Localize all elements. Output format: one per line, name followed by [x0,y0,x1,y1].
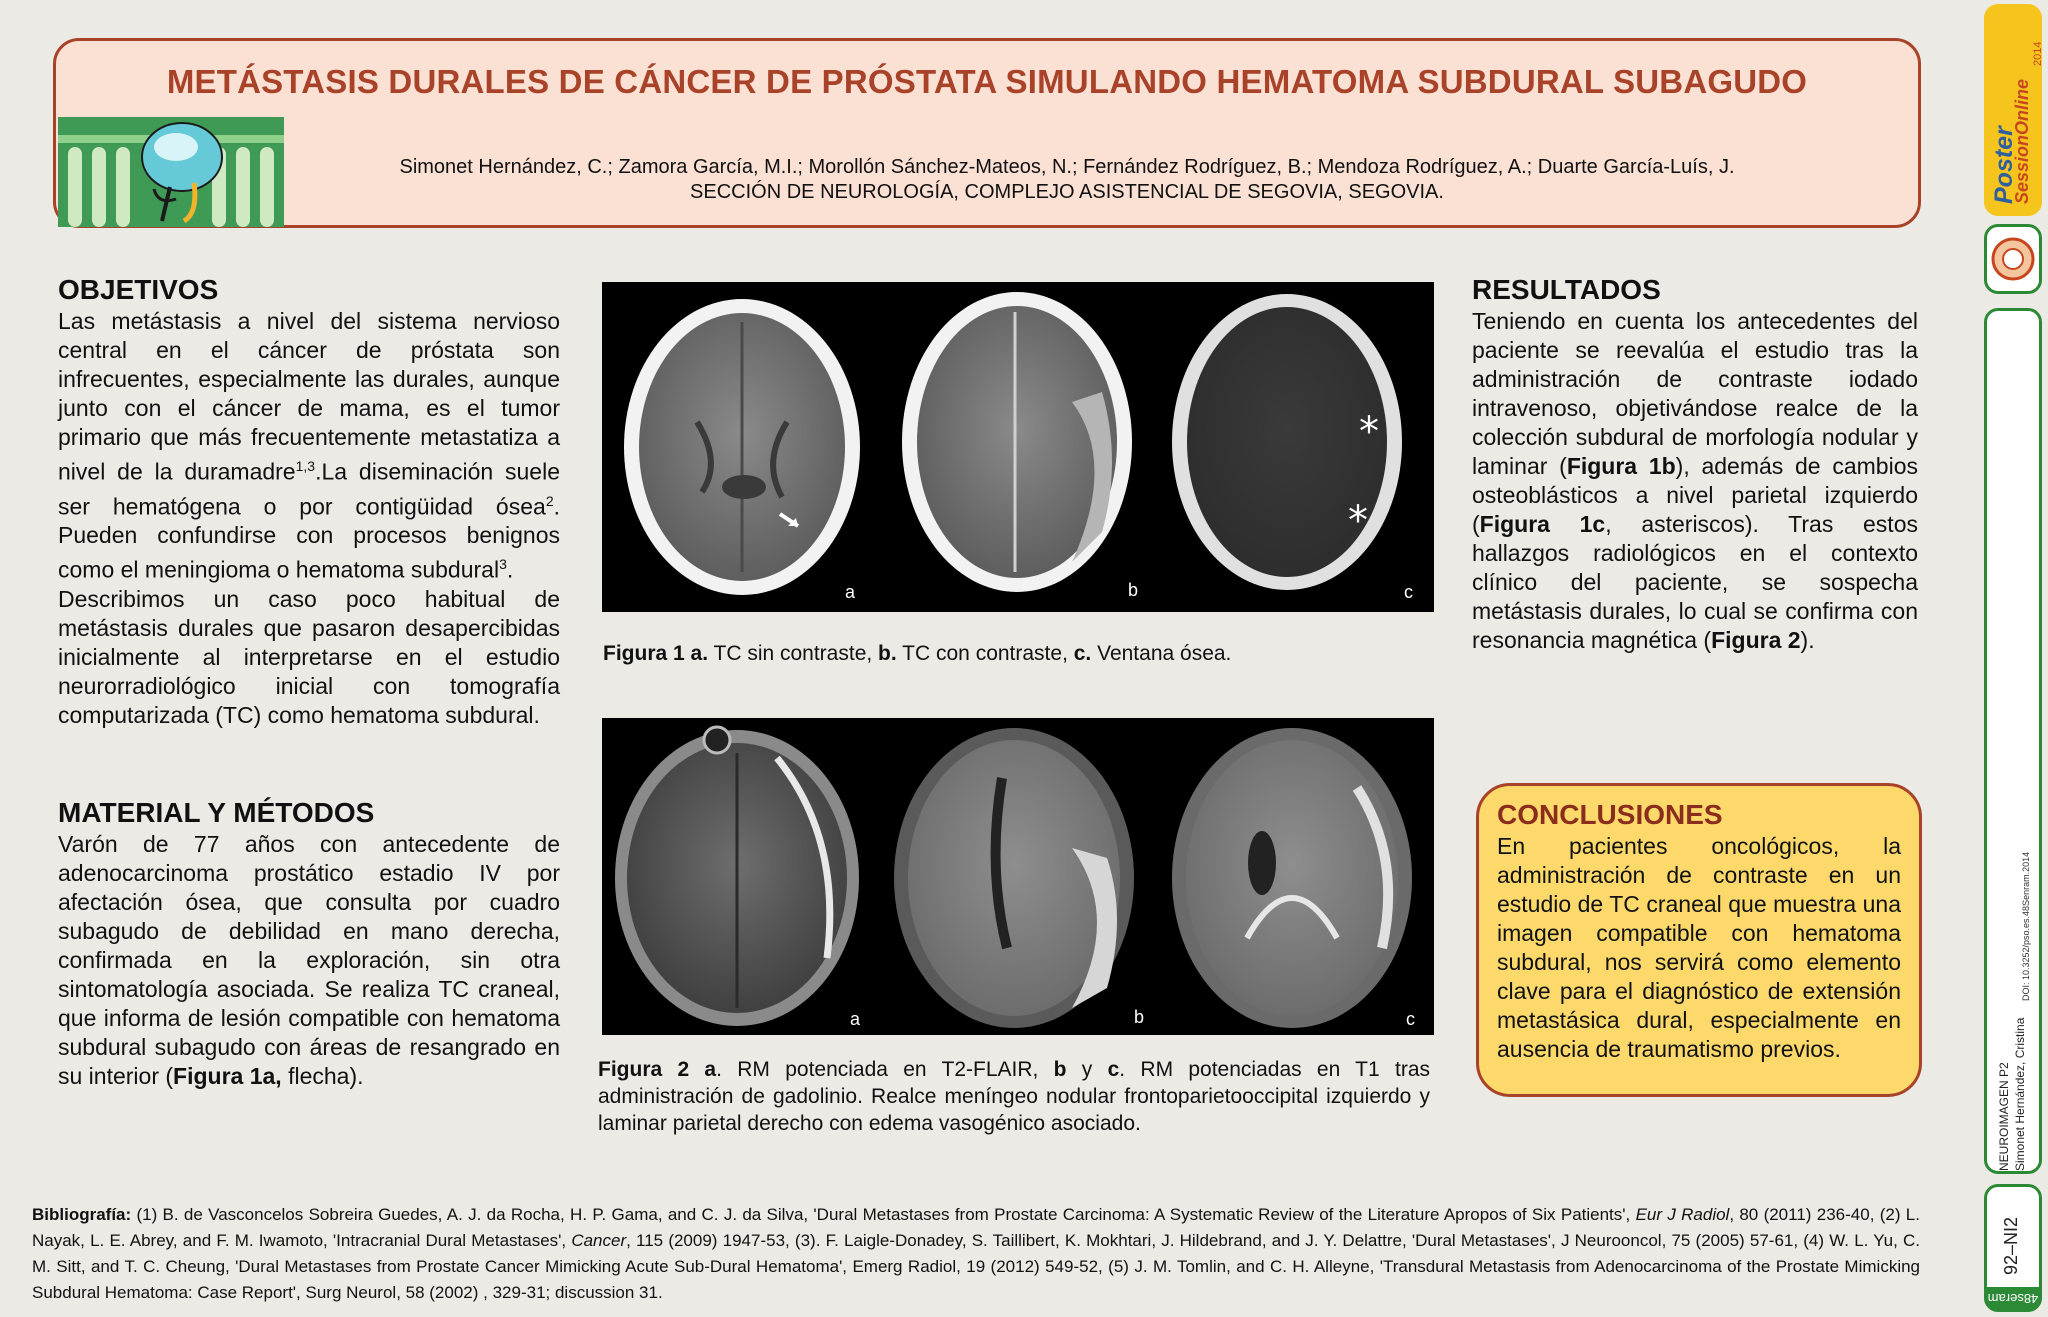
figure-1-caption: Figura 1 a. TC sin contraste, b. TC con contraste, c. Ventana ósea. [603,642,1232,665]
bibliography-label: Bibliografía: [32,1205,132,1224]
metadata-box [1984,308,2042,1174]
footer-text: 48seram [1987,1291,2039,1306]
panel-label-a: a [845,582,856,602]
authors-block [296,155,1838,205]
category-text: NEUROIMAGEN P2 [1997,1062,2011,1171]
figure-2-caption: Figura 2 a. RM potenciada en T2-FLAIR, b y c. RM potenciadas en T1 tras administración de gadolinio. Realce meníngeo nodular frontoparietooccipital izquierdo y laminar parietal derecho con edema vasogénico asociado. [598,1058,1430,1135]
conclusiones-paragraph: En pacientes oncológicos, la administración de contraste en un estudio de TC craneal que muestra una imagen compatible con hematoma subdural, nos servirá como elemento clave para el diagnóstico de extensión metastásica dural, especialmente en ausencia de traumatismo previos. [1497,833,1901,1062]
panel-label-c: c [1404,582,1413,602]
panel-label-b: b [1134,1007,1145,1027]
panel-label-b: b [1128,580,1139,600]
congress-logo [58,117,284,227]
material-heading: MATERIAL Y MÉTODOS [58,797,375,828]
objetivos-section [58,273,560,730]
poster-title: METÁSTASIS DURALES DE CÁNCER DE PRÓSTATA SIMULANDO HEMATOMA SUBDURAL SUBAGUDO [166,63,1808,100]
mri-panels [602,718,1434,1035]
panel-label-c: c [1406,1009,1415,1029]
figure-2-image [602,718,1434,1035]
poster-header [53,38,1921,228]
panel-label-a: a [850,1009,861,1029]
doi-text: DOI: 10.3252/pso.es.48Senram.2014 [2021,851,2031,1001]
poster-code: 92–NI2 [2001,1216,2021,1275]
figure-1-image [602,282,1434,612]
resultados-paragraph: Teniendo en cuenta los antecedentes del paciente se reevalúa el estudio tras la administración de contraste iodado intravenoso, objetivándose realce de la colección subdural de morfología nodular y laminar (Figura 1b), además de cambios osteoblásticos a nivel parietal izquierdo (Figura 1c, asteriscos). Tras estos hallazgos radiológicos en el contexto clínico del paciente, se sospecha metástasis durales, lo cual se confirma con resonancia magnética (Figura 2). [1472,308,1918,653]
brand-badge [1984,4,2042,216]
conclusiones-heading: CONCLUSIONES [1497,799,1723,830]
footer-band [1987,1287,2039,1309]
brand-line-1: Poster [1990,126,2018,204]
conclusiones-box [1476,783,1922,1097]
code-box [1984,1184,2042,1312]
objetivos-paragraph-2: Describimos un caso poco habitual de metástasis durales que pasaron desapercibidas inicialmente al interpretarse en el estudio neurorradiológico inicial con tomografía computarizada (TC) como hematoma subdural. [58,585,560,728]
affiliation: SECCIÓN DE NEUROLOGÍA, COMPLEJO ASISTENCIAL DE SEGOVIA, SEGOVIA. [690,181,1444,203]
material-section [58,796,560,1091]
objetivos-paragraph-1: Las metástasis a nivel del sistema nervioso central en el cáncer de próstata son infrecuentes, especialmente las durales, aunque junto con el cáncer de mama, es el tumor primario que más frecuentemente metastatiza a nivel de la duramadre$^{1,3}$.La diseminación suele ser hematógena o por contigüidad ósea$^2$. Pueden confundirse con procesos benignos como el meningioma o hematoma subdural$^3$. [58,308,560,583]
resultados-section [1472,273,1918,655]
ct-scan-panels [602,282,1434,612]
society-logo-box [1984,224,2042,294]
material-paragraph: Varón de 77 años con antecedente de adenocarcinoma prostático estadio IV por afectación ósea, que consulta por cuadro subagudo de debilidad en mano derecha, confirmada en la exploración, sin otra sintomatología asociada. Se realiza TC craneal, que informa de lesión compatible con hematoma subdural subagudo con áreas de resangrado en su interior (Figura 1a, flecha). [58,831,560,1089]
mri-c-brain [1186,740,1398,1016]
objetivos-heading: OBJETIVOS [58,274,219,305]
society-logo [1987,227,2039,291]
authors: Simonet Hernández, C.; Zamora García, M.I.; Morollón Sánchez-Mateos, N.; Fernández Rodríguez, B.; Mendoza Rodríguez, A.; Duarte García-Luís, J. [399,156,1735,178]
author-text: Simonet Hernández, Cristina [2013,1017,2027,1171]
bibliography: Bibliografía: (1) B. de Vasconcelos Sobreira Guedes, A. J. da Rocha, H. P. Gama, and C. J. da Silva, 'Dural Metastases from Prostate Carcinoma: A Systematic Review of the Literature Apropos of Six Patients', Eur J Radiol, 80 (2011) 236-40, (2) L. Nayak, L. E. Abrey, and F. M. Iwamoto, 'Intracranial Dural Metastases', Cancer, 115 (2009) 1947-53, (3). F. Laigle-Donadey, S. Taillibert, K. Mokhtari, J. Hildebrand, and J. Y. Delattre, 'Dural Metastases', J Neurooncol, 75 (2005) 57-61, (4) W. L. Yu, C. M. Sitt, and T. C. Cheung, 'Dural Metastases from Prostate Cancer Mimicking Acute Sub-Dural Hematoma', Emerg Radiol, 19 (2012) 549-52, (5) J. M. Tomlin, and C. H. Alleyne, 'Transdural Metastasis from Adenocarcinoma of the Prostate Mimicking Subdural Hematoma: Case Report', Surg Neurol, 58 (2002) , 329-31; discussion 31. [32,1205,1921,1302]
poster-sidebar [1980,0,2048,1317]
asterisk-1: * [1359,409,1379,455]
asterisk-2: * [1348,498,1368,544]
brand-line-2: SessionOnline [2012,78,2032,204]
brand-year: 2014 [2032,41,2044,66]
resultados-heading: RESULTADOS [1472,274,1661,305]
